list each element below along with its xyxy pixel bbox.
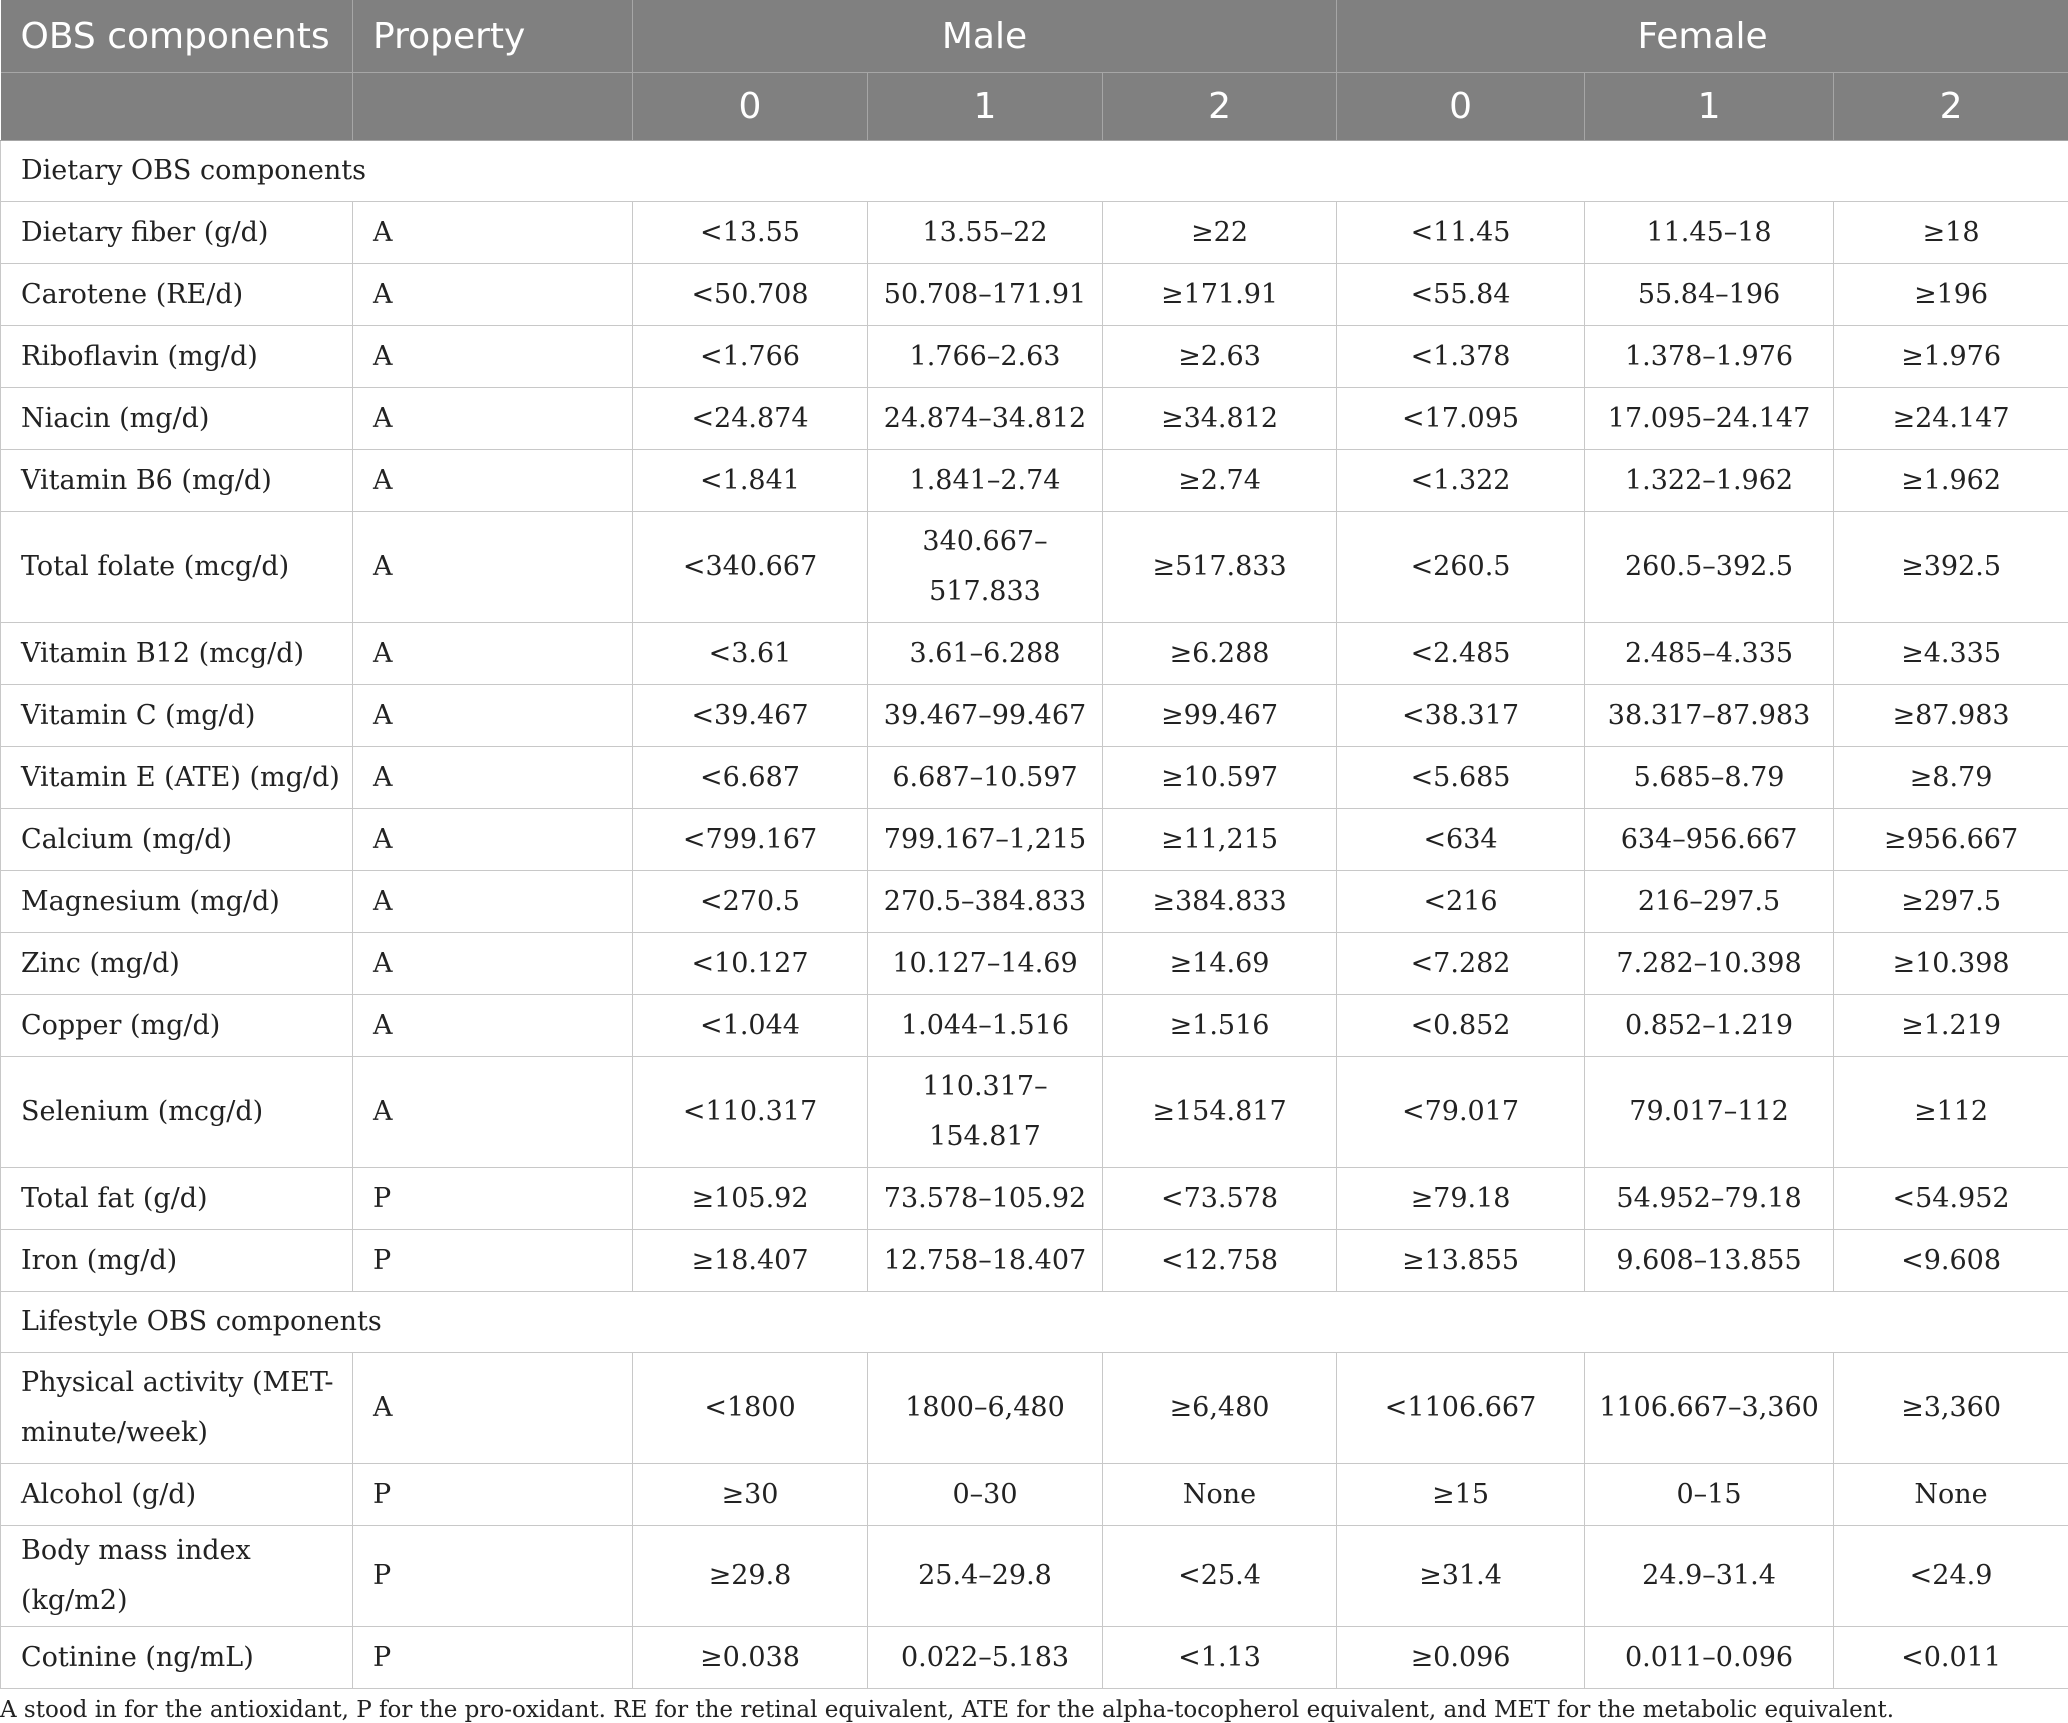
male-score-1: 24.874–34.812 xyxy=(868,388,1103,450)
female-score-1: 0.852–1.219 xyxy=(1585,995,1834,1057)
component-name: Vitamin B6 (mg/d) xyxy=(1,450,353,512)
female-score-1: 260.5–392.5 xyxy=(1585,512,1834,623)
section-row-dietary xyxy=(1,141,2068,202)
header-blank-component xyxy=(1,73,353,141)
header-male: Male xyxy=(633,0,1337,73)
property-cell: P xyxy=(353,1627,633,1689)
female-score-0: <1.378 xyxy=(1337,326,1585,388)
male-score-2: ≥34.812 xyxy=(1103,388,1337,450)
header-female-score-0: 0 xyxy=(1337,73,1585,141)
male-score-1: 799.167–1,215 xyxy=(868,809,1103,871)
female-score-0: <216 xyxy=(1337,871,1585,933)
female-score-2: <54.952 xyxy=(1834,1168,2068,1230)
male-score-1: 12.758–18.407 xyxy=(868,1230,1103,1292)
female-score-1: 11.45–18 xyxy=(1585,202,1834,264)
male-score-2: <12.758 xyxy=(1103,1230,1337,1292)
component-name: Vitamin C (mg/d) xyxy=(1,685,353,747)
male-score-0: ≥0.038 xyxy=(633,1627,868,1689)
property-cell: A xyxy=(353,747,633,809)
section-row-lifestyle xyxy=(1,1292,2068,1353)
male-score-2: ≥154.817 xyxy=(1103,1057,1337,1168)
female-score-2: ≥87.983 xyxy=(1834,685,2068,747)
female-score-1: 2.485–4.335 xyxy=(1585,623,1834,685)
component-name: Calcium (mg/d) xyxy=(1,809,353,871)
table-row xyxy=(1,1627,2068,1689)
male-score-2: ≥6.288 xyxy=(1103,623,1337,685)
male-score-1: 10.127–14.69 xyxy=(868,933,1103,995)
component-name: Total fat (g/d) xyxy=(1,1168,353,1230)
component-name: Vitamin E (ATE) (mg/d) xyxy=(1,747,353,809)
female-score-0: <79.017 xyxy=(1337,1057,1585,1168)
male-score-0: <13.55 xyxy=(633,202,868,264)
table-row xyxy=(1,747,2068,809)
table-row xyxy=(1,202,2068,264)
component-name: Physical activity (MET-minute/week) xyxy=(1,1353,353,1464)
female-score-0: <17.095 xyxy=(1337,388,1585,450)
female-score-1: 55.84–196 xyxy=(1585,264,1834,326)
table-row xyxy=(1,1526,2068,1627)
female-score-1: 0.011–0.096 xyxy=(1585,1627,1834,1689)
component-name: Copper (mg/d) xyxy=(1,995,353,1057)
female-score-1: 0–15 xyxy=(1585,1464,1834,1526)
male-score-1: 1.766–2.63 xyxy=(868,326,1103,388)
female-score-1: 216–297.5 xyxy=(1585,871,1834,933)
male-score-2: ≥1.516 xyxy=(1103,995,1337,1057)
property-cell: A xyxy=(353,809,633,871)
component-name: Carotene (RE/d) xyxy=(1,264,353,326)
male-score-0: ≥105.92 xyxy=(633,1168,868,1230)
male-score-2: ≥6,480 xyxy=(1103,1353,1337,1464)
male-score-1: 1800–6,480 xyxy=(868,1353,1103,1464)
male-score-2: ≥11,215 xyxy=(1103,809,1337,871)
female-score-2: ≥956.667 xyxy=(1834,809,2068,871)
component-name: Body mass index (kg/m2) xyxy=(1,1526,353,1627)
male-score-0: <39.467 xyxy=(633,685,868,747)
male-score-0: <24.874 xyxy=(633,388,868,450)
component-name: Magnesium (mg/d) xyxy=(1,871,353,933)
property-cell: P xyxy=(353,1526,633,1627)
table-row xyxy=(1,326,2068,388)
female-score-0: <2.485 xyxy=(1337,623,1585,685)
property-cell: P xyxy=(353,1464,633,1526)
male-score-2: ≥2.74 xyxy=(1103,450,1337,512)
female-score-0: <11.45 xyxy=(1337,202,1585,264)
component-name: Total folate (mcg/d) xyxy=(1,512,353,623)
male-score-0: <1.766 xyxy=(633,326,868,388)
header-male-score-1: 1 xyxy=(868,73,1103,141)
header-male-score-2: 2 xyxy=(1103,73,1337,141)
female-score-1: 634–956.667 xyxy=(1585,809,1834,871)
property-cell: A xyxy=(353,933,633,995)
female-score-2: ≥297.5 xyxy=(1834,871,2068,933)
female-score-0: <260.5 xyxy=(1337,512,1585,623)
male-score-2: ≥14.69 xyxy=(1103,933,1337,995)
male-score-2: <1.13 xyxy=(1103,1627,1337,1689)
female-score-1: 54.952–79.18 xyxy=(1585,1168,1834,1230)
component-name: Vitamin B12 (mcg/d) xyxy=(1,623,353,685)
section-label: Lifestyle OBS components xyxy=(1,1292,2068,1353)
female-score-1: 5.685–8.79 xyxy=(1585,747,1834,809)
header-female: Female xyxy=(1337,0,2068,73)
table-row xyxy=(1,933,2068,995)
property-cell: A xyxy=(353,685,633,747)
property-cell: A xyxy=(353,264,633,326)
female-score-2: ≥1.962 xyxy=(1834,450,2068,512)
property-cell: A xyxy=(353,995,633,1057)
male-score-0: <110.317 xyxy=(633,1057,868,1168)
female-score-2: <24.9 xyxy=(1834,1526,2068,1627)
female-score-2: ≥196 xyxy=(1834,264,2068,326)
male-score-0: <6.687 xyxy=(633,747,868,809)
male-score-2: None xyxy=(1103,1464,1337,1526)
female-score-1: 17.095–24.147 xyxy=(1585,388,1834,450)
female-score-1: 1106.667–3,360 xyxy=(1585,1353,1834,1464)
male-score-0: <1.044 xyxy=(633,995,868,1057)
female-score-0: <1106.667 xyxy=(1337,1353,1585,1464)
female-score-0: ≥0.096 xyxy=(1337,1627,1585,1689)
male-score-1: 39.467–99.467 xyxy=(868,685,1103,747)
female-score-0: <38.317 xyxy=(1337,685,1585,747)
female-score-0: <55.84 xyxy=(1337,264,1585,326)
table-row xyxy=(1,1464,2068,1526)
component-name: Zinc (mg/d) xyxy=(1,933,353,995)
male-score-1: 340.667–517.833 xyxy=(868,512,1103,623)
male-score-0: ≥18.407 xyxy=(633,1230,868,1292)
female-score-2: ≥10.398 xyxy=(1834,933,2068,995)
table-row xyxy=(1,871,2068,933)
property-cell: P xyxy=(353,1168,633,1230)
male-score-1: 3.61–6.288 xyxy=(868,623,1103,685)
male-score-0: <10.127 xyxy=(633,933,868,995)
header-female-score-2: 2 xyxy=(1834,73,2068,141)
table-row xyxy=(1,512,2068,623)
table-row xyxy=(1,450,2068,512)
table-row xyxy=(1,685,2068,747)
male-score-1: 1.044–1.516 xyxy=(868,995,1103,1057)
component-name: Cotinine (ng/mL) xyxy=(1,1627,353,1689)
component-name: Alcohol (g/d) xyxy=(1,1464,353,1526)
female-score-1: 79.017–112 xyxy=(1585,1057,1834,1168)
female-score-1: 24.9–31.4 xyxy=(1585,1526,1834,1627)
male-score-2: ≥22 xyxy=(1103,202,1337,264)
male-score-2: ≥171.91 xyxy=(1103,264,1337,326)
male-score-1: 0–30 xyxy=(868,1464,1103,1526)
table-row xyxy=(1,264,2068,326)
male-score-1: 13.55–22 xyxy=(868,202,1103,264)
female-score-0: <634 xyxy=(1337,809,1585,871)
table-row xyxy=(1,1230,2068,1292)
female-score-2: <0.011 xyxy=(1834,1627,2068,1689)
male-score-2: ≥10.597 xyxy=(1103,747,1337,809)
male-score-1: 0.022–5.183 xyxy=(868,1627,1103,1689)
male-score-0: <1.841 xyxy=(633,450,868,512)
property-cell: A xyxy=(353,1057,633,1168)
male-score-0: <1800 xyxy=(633,1353,868,1464)
male-score-2: ≥2.63 xyxy=(1103,326,1337,388)
female-score-1: 1.378–1.976 xyxy=(1585,326,1834,388)
male-score-0: <50.708 xyxy=(633,264,868,326)
female-score-2: ≥392.5 xyxy=(1834,512,2068,623)
table-row xyxy=(1,1353,2068,1464)
property-cell: A xyxy=(353,1353,633,1464)
male-score-1: 73.578–105.92 xyxy=(868,1168,1103,1230)
male-score-0: ≥30 xyxy=(633,1464,868,1526)
male-score-0: <270.5 xyxy=(633,871,868,933)
female-score-1: 7.282–10.398 xyxy=(1585,933,1834,995)
female-score-2: ≥1.976 xyxy=(1834,326,2068,388)
female-score-2: None xyxy=(1834,1464,2068,1526)
property-cell: A xyxy=(353,871,633,933)
table-row xyxy=(1,1057,2068,1168)
female-score-0: <7.282 xyxy=(1337,933,1585,995)
female-score-2: <9.608 xyxy=(1834,1230,2068,1292)
female-score-2: ≥18 xyxy=(1834,202,2068,264)
male-score-1: 50.708–171.91 xyxy=(868,264,1103,326)
property-cell: A xyxy=(353,388,633,450)
female-score-2: ≥112 xyxy=(1834,1057,2068,1168)
male-score-0: ≥29.8 xyxy=(633,1526,868,1627)
section-label: Dietary OBS components xyxy=(1,141,2068,202)
property-cell: A xyxy=(353,450,633,512)
male-score-1: 1.841–2.74 xyxy=(868,450,1103,512)
header-female-score-1: 1 xyxy=(1585,73,1834,141)
male-score-2: ≥99.467 xyxy=(1103,685,1337,747)
female-score-2: ≥1.219 xyxy=(1834,995,2068,1057)
property-cell: P xyxy=(353,1230,633,1292)
property-cell: A xyxy=(353,512,633,623)
female-score-1: 1.322–1.962 xyxy=(1585,450,1834,512)
property-cell: A xyxy=(353,202,633,264)
male-score-0: <3.61 xyxy=(633,623,868,685)
female-score-1: 9.608–13.855 xyxy=(1585,1230,1834,1292)
female-score-0: <1.322 xyxy=(1337,450,1585,512)
female-score-0: ≥15 xyxy=(1337,1464,1585,1526)
male-score-1: 25.4–29.8 xyxy=(868,1526,1103,1627)
table-row xyxy=(1,995,2068,1057)
female-score-0: ≥13.855 xyxy=(1337,1230,1585,1292)
component-name: Dietary fiber (g/d) xyxy=(1,202,353,264)
male-score-2: ≥517.833 xyxy=(1103,512,1337,623)
header-obs-components: OBS components xyxy=(1,0,353,73)
table-row xyxy=(1,809,2068,871)
component-name: Niacin (mg/d) xyxy=(1,388,353,450)
component-name: Riboflavin (mg/d) xyxy=(1,326,353,388)
male-score-2: ≥384.833 xyxy=(1103,871,1337,933)
component-name: Selenium (mcg/d) xyxy=(1,1057,353,1168)
male-score-2: <25.4 xyxy=(1103,1526,1337,1627)
header-property: Property xyxy=(353,0,633,73)
table-row xyxy=(1,1168,2068,1230)
female-score-2: ≥4.335 xyxy=(1834,623,2068,685)
component-name: Iron (mg/d) xyxy=(1,1230,353,1292)
male-score-0: <799.167 xyxy=(633,809,868,871)
header-blank-property xyxy=(353,73,633,141)
male-score-0: <340.667 xyxy=(633,512,868,623)
property-cell: A xyxy=(353,623,633,685)
female-score-2: ≥8.79 xyxy=(1834,747,2068,809)
male-score-2: <73.578 xyxy=(1103,1168,1337,1230)
female-score-2: ≥3,360 xyxy=(1834,1353,2068,1464)
female-score-0: ≥31.4 xyxy=(1337,1526,1585,1627)
female-score-0: <5.685 xyxy=(1337,747,1585,809)
property-cell: A xyxy=(353,326,633,388)
female-score-0: ≥79.18 xyxy=(1337,1168,1585,1230)
female-score-2: ≥24.147 xyxy=(1834,388,2068,450)
male-score-1: 6.687–10.597 xyxy=(868,747,1103,809)
female-score-1: 38.317–87.983 xyxy=(1585,685,1834,747)
male-score-1: 110.317–154.817 xyxy=(868,1057,1103,1168)
male-score-1: 270.5–384.833 xyxy=(868,871,1103,933)
header-male-score-0: 0 xyxy=(633,73,868,141)
table-footnote: A stood in for the antioxidant, P for the pro-oxidant. RE for the retinal equivalent, ATE for the alpha-tocopherol equivalent, and MET for the metabolic equivalent. xyxy=(0,1697,2068,1723)
table-row xyxy=(1,623,2068,685)
female-score-0: <0.852 xyxy=(1337,995,1585,1057)
table-row xyxy=(1,388,2068,450)
